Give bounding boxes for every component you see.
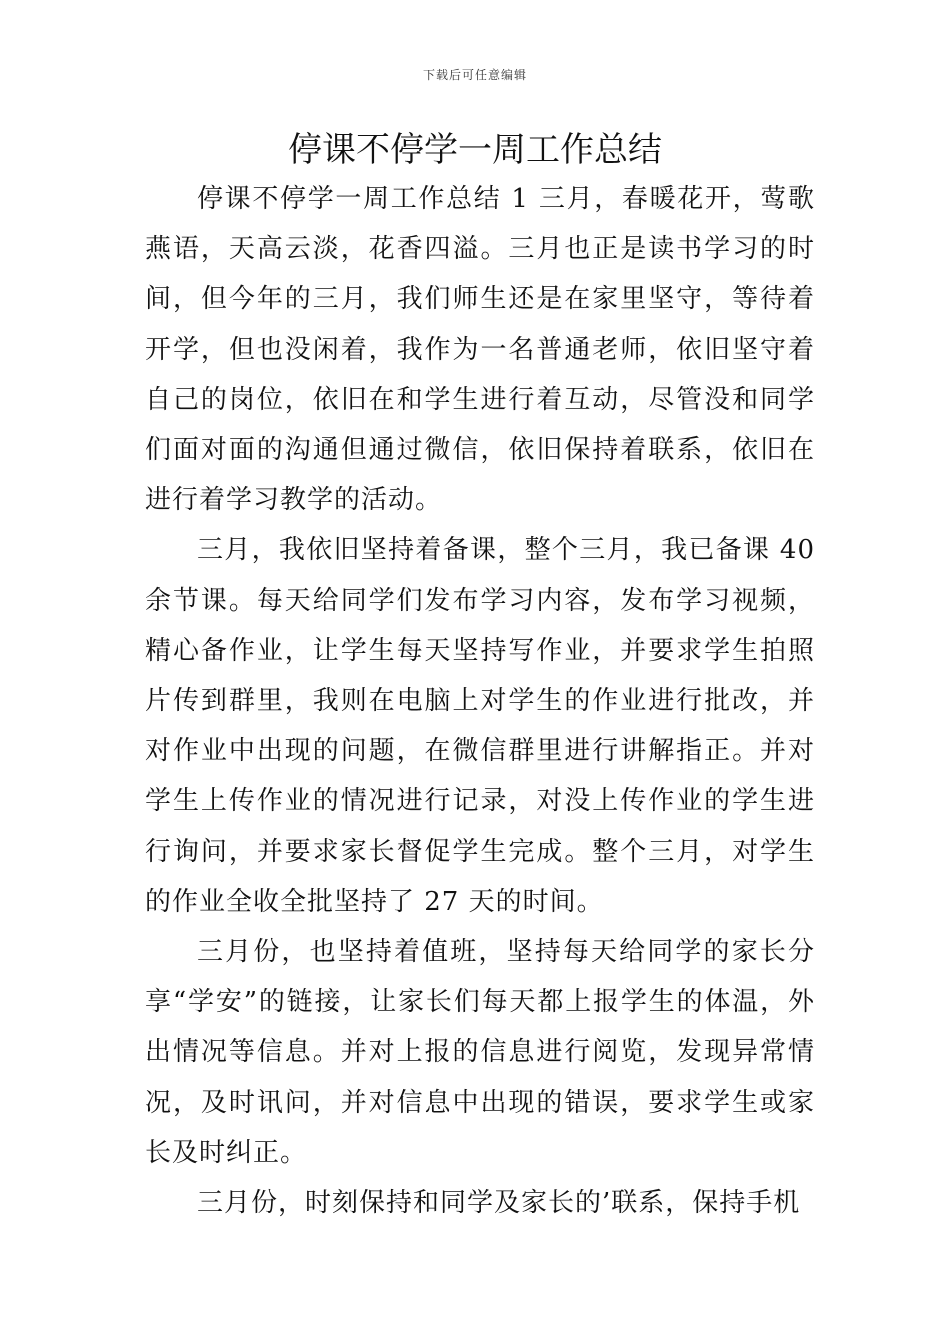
paragraph-2: 三月，我依旧坚持着备课，整个三月，我已备课 40 余节课。每天给同学们发布学习内容，发布学习视频，精心备作业，让学生每天坚持写作业，并要求学生拍照片传到群里，我则在电脑上对学生的作业进行批改，并对作业中出现的问题，在微信群里进行讲解指正。并对学生上传作业的情况进行记录，对没上传作业的学生进行询问，并要求家长督促学生完成。整个三月，对学生的作业全收全批坚持了 27 天的时间。 <box>145 535 815 917</box>
paragraph-4: 三月份，时刻保持和同学及家长的’联系，保持手机 <box>197 1188 801 1219</box>
header-note: 下载后可任意编辑 <box>422 68 527 82</box>
paragraph-3: 三月份，也坚持着值班，坚持每天给同学的家长分享“学安”的链接，让家长们每天都上报学生的体温，外出情况等信息。并对上报的信息进行阅览，发现异常情况，及时讯问，并对信息中出现的错误，要求学生或家长及时纠正。 <box>145 937 815 1168</box>
document-title: 停课不停学一周工作总结 <box>288 130 662 170</box>
document-body <box>145 174 815 1228</box>
paragraph-1: 停课不停学一周工作总结 1 三月，春暖花开，莺歌燕语，天高云淡，花香四溢。三月也正是读书学习的时间，但今年的三月，我们师生还是在家里坚守，等待着开学，但也没闲着，我作为一名普通老师，依旧坚守着自己的岗位，依旧在和学生进行着互动，尽管没和同学们面对面的沟通但通过微信，依旧保持着联系，依旧在进行着学习教学的活动。 <box>145 184 815 516</box>
